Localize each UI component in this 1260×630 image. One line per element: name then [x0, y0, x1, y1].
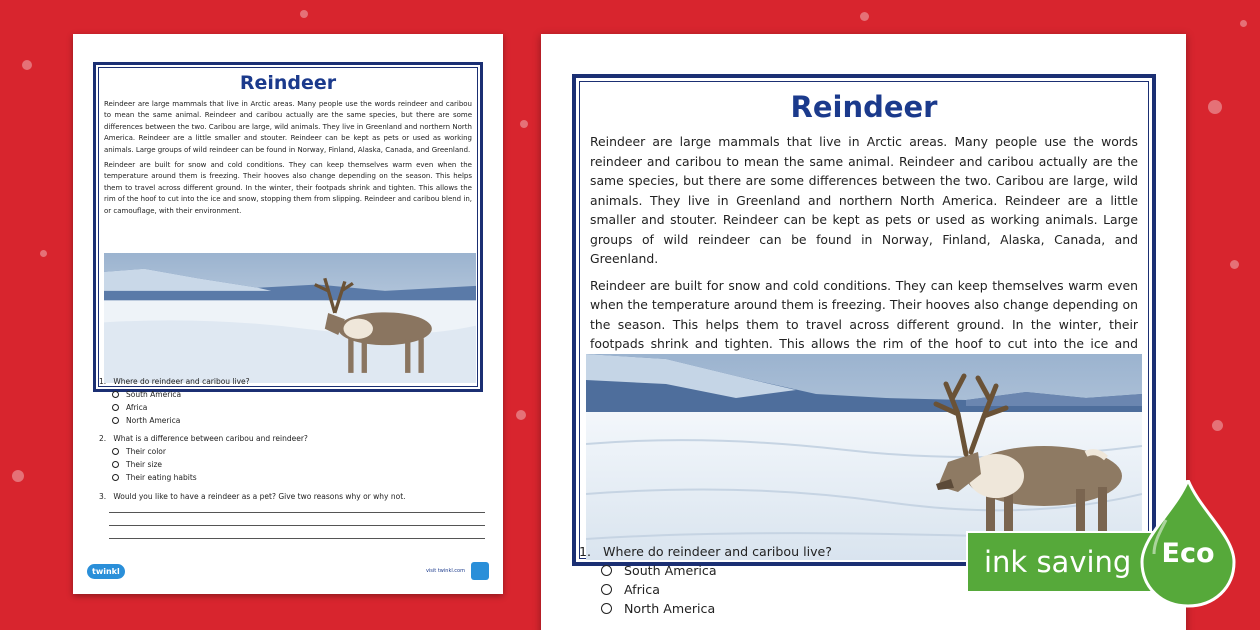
answer-option[interactable]: South America [99, 388, 489, 401]
question-text: 3. Would you like to have a reindeer as a pet? Give two reasons why or why not. [99, 492, 406, 501]
answer-option[interactable]: Africa [579, 580, 1139, 599]
radio-circle-icon[interactable] [601, 603, 612, 614]
question-text: 1. Where do reindeer and caribou live? [579, 544, 832, 559]
radio-circle-icon[interactable] [112, 404, 119, 411]
paragraph: Reindeer are large mammals that live in Arctic areas. Many people use the words reindeer and caribou to mean the same animal. Reindeer and caribou actually are the same species, but there are some differences between the two. Caribou are large, wild animals. They live in Greenland and northern North America. Reindeer are a little smaller and stouter. Reindeer can be kept as pets or used as working animals. Large groups of wild reindeer can be found in Norway, Finland, Alaska, Canada, and Greenland. [590, 134, 1138, 266]
snow-dot [1208, 100, 1222, 114]
radio-circle-icon[interactable] [112, 474, 119, 481]
reindeer-illustration [104, 253, 476, 383]
radio-circle-icon[interactable] [601, 584, 612, 595]
question-1 [99, 376, 489, 427]
answer-line[interactable] [109, 525, 485, 526]
reading-passage-box [572, 74, 1156, 566]
answer-option[interactable]: South America [579, 561, 1139, 580]
radio-circle-icon[interactable] [601, 565, 612, 576]
paragraph: Reindeer are built for snow and cold conditions. They can keep themselves warm even when the temperature around them is freezing. Their hooves also change depending on the season. This helps them to travel across different ground. In the winter, their footpads shrink and tighten. This allows the rim of the hoof to cut into the ice and [590, 277, 1138, 351]
snow-dot [12, 470, 24, 482]
snow-dot [300, 10, 308, 18]
quality-badge-icon [471, 562, 489, 580]
reading-passage-box [93, 62, 483, 392]
snow-dot [516, 410, 526, 420]
ink-saving-banner [966, 531, 1162, 593]
question-3 [99, 491, 489, 503]
answer-option[interactable]: Africa [99, 401, 489, 414]
snow-dot [860, 12, 869, 21]
radio-circle-icon[interactable] [112, 448, 119, 455]
snow-dot [22, 60, 32, 70]
radio-circle-icon[interactable] [112, 461, 119, 468]
answer-option[interactable]: North America [99, 414, 489, 427]
snow-dot [40, 250, 47, 257]
answer-line[interactable] [109, 538, 485, 539]
worksheet-title: Reindeer [790, 90, 938, 124]
answer-option[interactable]: Their color [99, 445, 489, 458]
radio-circle-icon[interactable] [112, 417, 119, 424]
answer-option[interactable]: Their eating habits [99, 471, 489, 484]
radio-circle-icon[interactable] [112, 391, 119, 398]
snow-dot [1240, 20, 1247, 27]
question-text: 1. Where do reindeer and caribou live? [99, 377, 250, 386]
reindeer-illustration [586, 354, 1142, 560]
worksheet-thumbnail [73, 34, 503, 594]
answer-option[interactable]: Their size [99, 458, 489, 471]
ink-saving-text: ink saving [984, 545, 1132, 579]
snow-dot [520, 120, 528, 128]
answer-line[interactable] [109, 512, 485, 513]
footer-url: visit twinkl.com [425, 568, 465, 574]
question-2 [99, 433, 489, 484]
paragraph: Reindeer are large mammals that live in Arctic areas. Many people use the words reindeer and caribou to mean the same animal. Reindeer and caribou actually are the same species, but there are some differences between the two. Caribou are large, wild animals. They live in Greenland and northern North America. Reindeer are a little smaller and stouter. Reindeer can be kept as pets or used as working animals. Large groups of wild reindeer can be found in Norway, Finland, Alaska, Canada, and Greenland. [104, 100, 472, 154]
snow-dot [1212, 420, 1223, 431]
snow-dot [1230, 260, 1239, 269]
eco-label: Eco [1161, 538, 1215, 569]
question-text: 2. What is a difference between caribou and reindeer? [99, 434, 308, 443]
worksheet-footer [87, 560, 489, 582]
answer-option[interactable]: North America [579, 599, 1139, 618]
twinkl-logo: twinkl [87, 564, 125, 579]
worksheet-title: Reindeer [239, 72, 337, 94]
paragraph: Reindeer are built for snow and cold conditions. They can keep themselves warm even when the temperature around them is freezing. Their hooves also change depending on the season. This helps them to travel across different ground. In the winter, their footpads shrink and tighten. This allows the rim of the hoof to cut into the ice and snow, stopping them from slipping. Reindeer and caribou blend in, or camouflage, with their environment. [104, 161, 472, 215]
